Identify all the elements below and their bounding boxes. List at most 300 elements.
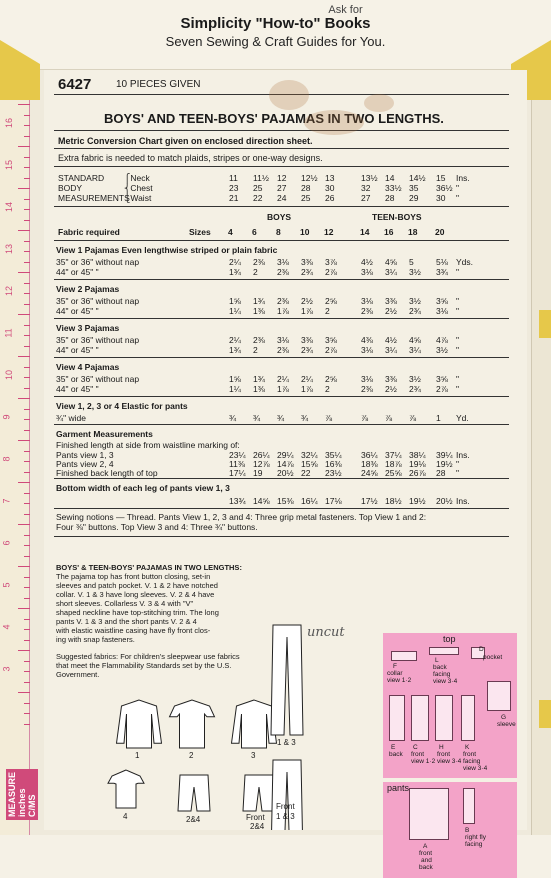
divider xyxy=(54,396,509,397)
ruler-number: 13 xyxy=(4,243,15,255)
yardage-value: 2¼ xyxy=(301,374,313,384)
piece-label: front xyxy=(463,751,477,758)
view-label: 2&4 xyxy=(186,815,201,824)
piece-label: view 3·4 xyxy=(433,678,458,685)
piece-label: view 1·2 xyxy=(411,758,436,765)
yardage-unit: " xyxy=(456,345,460,355)
yardage-value: 3⅝ xyxy=(436,374,448,384)
view-label: 1 xyxy=(135,751,140,760)
description-line: pants V. 1 & 3 and the short pants V. 2 & 4 xyxy=(56,617,197,626)
ruler-tick xyxy=(24,262,30,263)
garment-value: 18⅜ xyxy=(361,459,378,469)
ruler-number: 3 xyxy=(1,666,12,672)
ruler-tick xyxy=(24,136,30,137)
ruler-tick xyxy=(24,545,30,546)
bottom-width-title: Bottom width of each leg of pants view 1, 3 xyxy=(56,483,230,493)
garment-value: 15⅝ xyxy=(301,459,318,469)
ruler-tick xyxy=(24,493,30,494)
ruler-tick xyxy=(24,178,30,179)
measurement-value: 33½ xyxy=(385,183,402,193)
view-row-label: 35" or 36" without nap xyxy=(56,374,140,384)
ruler-tick xyxy=(24,409,30,410)
pieces-given: 10 PIECES GIVEN xyxy=(116,79,201,90)
yardage-value: 2½ xyxy=(385,384,397,394)
piece-label: and xyxy=(421,857,432,864)
yardage-value: 3⅛ xyxy=(277,335,289,345)
view-label: 1 & 3 xyxy=(276,812,295,821)
yardage-value: 2 xyxy=(325,306,330,316)
ruler-number: 10 xyxy=(4,369,15,381)
measurement-value: 14 xyxy=(385,173,395,183)
ruler-number: 5 xyxy=(1,582,12,588)
piece-letter: H xyxy=(439,744,444,751)
fabrics-line: Suggested fabrics: For children's sleepwear use fabrics xyxy=(56,652,240,661)
yardage-unit: " xyxy=(456,374,460,384)
measurement-value: 22 xyxy=(253,193,263,203)
ruler-tick xyxy=(24,535,30,536)
measurement-value: 24 xyxy=(277,193,287,203)
garment-unit: " xyxy=(456,468,460,478)
piece-letter: L xyxy=(435,657,439,664)
yardage-value: 5 xyxy=(409,257,414,267)
piece-label: collar xyxy=(387,670,403,677)
envelope-right-strip xyxy=(531,100,551,835)
measurement-value: 15 xyxy=(436,173,446,183)
ruler-tick xyxy=(24,115,30,116)
measurement-value: 23 xyxy=(229,183,239,193)
yardage-value: 1⅜ xyxy=(253,306,265,316)
yardage-value: 1¾ xyxy=(253,374,265,384)
ruler-tick xyxy=(24,598,30,599)
view-row-label: 44" or 45" " xyxy=(56,267,99,277)
yardage-value: 2 xyxy=(253,267,258,277)
fabrics-line: that meet the Flammability Standards set by the U.S. xyxy=(56,661,232,670)
pajama-top-view-1 xyxy=(117,700,162,748)
ruler-tick xyxy=(24,377,30,378)
garment-row-label: Finished back length of top xyxy=(56,468,158,478)
piece-label: back xyxy=(419,864,433,871)
ruler-number: 12 xyxy=(4,285,15,297)
piece-label: view 3·4 xyxy=(437,758,462,765)
ruler-tick xyxy=(24,367,30,368)
piece-letter: E xyxy=(391,744,396,751)
yardage-value: 3⅝ xyxy=(436,296,448,306)
piece-label: back xyxy=(389,751,403,758)
yardage-value: 2⅜ xyxy=(361,306,373,316)
piece-label: facing xyxy=(465,841,483,848)
yardage-value: 4⅞ xyxy=(436,335,448,345)
garment-value: 28 xyxy=(436,468,446,478)
piece-letter: D xyxy=(479,646,484,653)
ruler-tick xyxy=(24,325,30,326)
garment-value: 23½ xyxy=(325,468,342,478)
garment-value: 22 xyxy=(301,468,311,478)
garment-value: 19⅛ xyxy=(409,459,426,469)
ruler-tick xyxy=(18,398,30,399)
handwritten-note: uncut xyxy=(307,625,345,640)
piece-letter: F xyxy=(393,663,397,670)
measurement-value: 25 xyxy=(253,183,263,193)
piece-letter: K xyxy=(465,744,470,751)
panel-heading-top: top xyxy=(443,634,456,644)
yardage-value: 2⅝ xyxy=(325,296,337,306)
piece-label: view 3·4 xyxy=(463,765,488,772)
piece-label: front xyxy=(437,751,451,758)
elastic-value: 1 xyxy=(436,413,441,423)
tape-measure-ruler xyxy=(0,100,37,835)
ruler-tick xyxy=(24,629,30,630)
yardage-value: 3⅜ xyxy=(385,374,397,384)
extra-fabric-note: Extra fabric is needed to match plaids, stripes or one-way designs. xyxy=(58,153,323,163)
ruler-tick xyxy=(24,157,30,158)
size-header: 8 xyxy=(276,227,281,237)
view-row-label: 35" or 36" without nap xyxy=(56,257,140,267)
yardage-value: 2¾ xyxy=(301,345,313,355)
fabric-required-label: Fabric required xyxy=(58,227,120,237)
garment-title: Garment Measurements xyxy=(56,429,153,439)
measurement-value: 12 xyxy=(277,173,287,183)
ruler-tick xyxy=(24,293,30,294)
yardage-value: 1⅜ xyxy=(253,384,265,394)
piece-letter: B xyxy=(465,827,470,834)
yardage-value: 1⅞ xyxy=(277,384,289,394)
teen-header: TEEN-BOYS xyxy=(372,212,422,222)
yardage-value: 3⅛ xyxy=(277,257,289,267)
view-label: 1 & 3 xyxy=(277,738,296,747)
yardage-value: 3⅞ xyxy=(325,257,337,267)
ruler-tick xyxy=(18,524,30,525)
ruler-tick xyxy=(24,167,30,168)
garment-value: 26⅞ xyxy=(409,468,426,478)
ruler-tick xyxy=(24,577,30,578)
garment-value: 37¼ xyxy=(385,450,402,460)
divider xyxy=(54,279,509,280)
piece-label: sleeve xyxy=(497,721,516,728)
bottom-width-value: 20½ xyxy=(436,496,453,506)
pattern-title: BOYS' AND TEEN-BOYS' PAJAMAS IN TWO LENGTHS. xyxy=(104,111,444,126)
measurement-value: 26 xyxy=(325,193,335,203)
piece-label: back xyxy=(433,664,447,671)
garment-value: 39¼ xyxy=(436,450,453,460)
yardage-unit: " xyxy=(456,267,460,277)
fabrics-line: Government. xyxy=(56,670,100,679)
elastic-value: ⅞ xyxy=(325,413,333,423)
pajama-top-view-4 xyxy=(108,770,144,808)
ruler-tick xyxy=(18,566,30,567)
view-title: View 4 Pajamas xyxy=(56,362,120,372)
view-title: View 1 Pajamas Even lengthwise striped or plain fabric xyxy=(56,245,278,255)
garment-value: 38¼ xyxy=(409,450,426,460)
description-line: BOYS' & TEEN-BOYS' PAJAMAS IN TWO LENGTHS: xyxy=(56,563,242,572)
shorts-view-2-4 xyxy=(178,775,210,811)
bottom-width-value: 15⅜ xyxy=(277,496,294,506)
ruler-tick xyxy=(18,188,30,189)
view-label: Front xyxy=(246,813,265,822)
measurement-unit: " xyxy=(456,193,460,203)
measurement-value: 12½ xyxy=(301,173,318,183)
measurement-value: 28 xyxy=(385,193,395,203)
piece-label: facing xyxy=(433,671,451,678)
view-label: 2&4 xyxy=(250,822,265,831)
bottom-width-value: 19½ xyxy=(409,496,426,506)
yardage-value: 4⅝ xyxy=(409,335,421,345)
yardage-value: 1⅝ xyxy=(229,374,241,384)
measurement-value: 29 xyxy=(409,193,419,203)
elastic-title: View 1, 2, 3 or 4 Elastic for pants xyxy=(56,401,188,411)
elastic-value: ⅞ xyxy=(385,413,393,423)
ruler-tick xyxy=(24,503,30,504)
measurement-value: 13 xyxy=(325,173,335,183)
yardage-value: 2¾ xyxy=(409,306,421,316)
garment-value: 18⅞ xyxy=(385,459,402,469)
yardage-value: 2½ xyxy=(301,296,313,306)
garment-unit: " xyxy=(456,459,460,469)
ruler-label: MEASURE inches C/MS xyxy=(6,769,38,820)
garment-value: 35¼ xyxy=(325,450,342,460)
measurement-value: 13½ xyxy=(361,173,378,183)
yardage-value: 1⅞ xyxy=(277,306,289,316)
elastic-value: ¾ xyxy=(253,413,261,423)
view-label: 4 xyxy=(123,812,128,821)
measurement-value: 36½ xyxy=(436,183,453,193)
ruler-tick xyxy=(24,451,30,452)
ruler-tick xyxy=(24,209,30,210)
ruler-tick xyxy=(24,220,30,221)
ruler-tick xyxy=(18,356,30,357)
measurement-value: 30 xyxy=(436,193,446,203)
ruler-number: 4 xyxy=(1,624,12,630)
yardage-value: 2⅜ xyxy=(277,296,289,306)
ruler-tick xyxy=(24,388,30,389)
measurement-label: MEASUREMENTS xyxy=(58,193,130,203)
ruler-tick xyxy=(24,430,30,431)
yardage-value: 3¼ xyxy=(409,345,421,355)
measurement-label: BODY xyxy=(58,183,83,193)
yardage-value: 2¾ xyxy=(409,384,421,394)
size-header: 20 xyxy=(435,227,445,237)
ruler-tick xyxy=(24,125,30,126)
yardage-value: 2⅞ xyxy=(325,267,337,277)
view-row-label: 35" or 36" without nap xyxy=(56,335,140,345)
measurement-label: STANDARD xyxy=(58,173,105,183)
elastic-value: ⅞ xyxy=(409,413,417,423)
yardage-value: 3½ xyxy=(409,374,421,384)
yardage-value: 2 xyxy=(325,384,330,394)
yellow-tab xyxy=(539,310,551,338)
yardage-value: 3¾ xyxy=(436,267,448,277)
garment-value: 12⅞ xyxy=(253,459,270,469)
description-line: sleeves and patch pocket. V. 1 & 2 have notched xyxy=(56,581,218,590)
yardage-value: 1¾ xyxy=(229,345,241,355)
yardage-value: 1¼ xyxy=(229,306,241,316)
view-row-label: 44" or 45" " xyxy=(56,384,99,394)
flap-books-title: Simplicity "How-to" Books xyxy=(180,15,371,32)
measurement-value: 35 xyxy=(409,183,419,193)
sewing-notions: Sewing notions — Thread. Pants View 1, 2, 3 and 4: Three grip metal fasteners. Top View 1 and 2: xyxy=(56,512,427,522)
ruler-tick xyxy=(18,104,30,105)
shorts-front-view-2-4 xyxy=(243,775,275,811)
elastic-value: ¾ xyxy=(229,413,237,423)
size-header: 12 xyxy=(324,227,334,237)
elastic-unit: Yd. xyxy=(456,413,469,423)
ruler-tick xyxy=(24,724,30,725)
pattern-info-sheet xyxy=(44,70,527,871)
elastic-value: ¾ xyxy=(301,413,309,423)
bottom-width-unit: Ins. xyxy=(456,496,470,506)
yardage-value: 3⅜ xyxy=(385,296,397,306)
yardage-value: 3⅛ xyxy=(361,374,373,384)
garment-value: 16⅜ xyxy=(325,459,342,469)
bottom-width-value: 13¾ xyxy=(229,496,246,506)
ruler-tick xyxy=(24,251,30,252)
yardage-value: 2⅜ xyxy=(253,257,265,267)
garment-value: 20½ xyxy=(277,468,294,478)
measurement-value: 27 xyxy=(361,193,371,203)
yardage-value: 3⅛ xyxy=(361,267,373,277)
description-line: The pajama top has front button closing, set-in xyxy=(56,572,211,581)
description-line: collar. V. 1 & 3 have long sleeves. V. 2 & 4 have xyxy=(56,590,215,599)
divider xyxy=(54,478,509,479)
ruler-tick xyxy=(24,713,30,714)
garment-value: 19 xyxy=(253,468,263,478)
yardage-value: 2⅜ xyxy=(277,345,289,355)
divider xyxy=(54,536,509,537)
yardage-value: 2⅞ xyxy=(436,384,448,394)
ruler-tick xyxy=(24,304,30,305)
ruler-tick xyxy=(24,472,30,473)
elastic-label: ¾" wide xyxy=(56,413,86,423)
garment-value: 11⅜ xyxy=(229,459,245,469)
size-header: 18 xyxy=(408,227,418,237)
measurement-value: 21 xyxy=(229,193,239,203)
description-line: ing with snap fasteners. xyxy=(56,635,135,644)
yellow-tab xyxy=(539,700,551,728)
ruler-number: 7 xyxy=(1,498,12,504)
yardage-value: 1¼ xyxy=(229,384,241,394)
yardage-value: 1⅝ xyxy=(229,296,241,306)
garment-value: 26¼ xyxy=(253,450,270,460)
view-row-label: 44" or 45" " xyxy=(56,345,99,355)
yardage-unit: " xyxy=(456,296,460,306)
ruler-tick xyxy=(18,608,30,609)
yardage-value: 2⅞ xyxy=(325,345,337,355)
garment-unit: Ins. xyxy=(456,450,470,460)
divider xyxy=(54,206,509,207)
ruler-tick xyxy=(18,146,30,147)
yardage-value: 4½ xyxy=(385,335,397,345)
ruler-tick xyxy=(24,661,30,662)
divider xyxy=(54,357,509,358)
yardage-value: 3½ xyxy=(409,296,421,306)
ruler-tick xyxy=(24,682,30,683)
boys-header: BOYS xyxy=(267,212,292,222)
ruler-tick xyxy=(24,556,30,557)
measurement-value: 11½ xyxy=(253,173,269,183)
ruler-tick xyxy=(18,482,30,483)
garment-row-label: Pants view 2, 4 xyxy=(56,459,114,469)
yardage-value: 3⅝ xyxy=(325,335,337,345)
yardage-value: 2¼ xyxy=(229,335,241,345)
yardage-value: 2⅜ xyxy=(253,335,265,345)
divider xyxy=(54,424,509,425)
piece-label: right fly xyxy=(465,834,486,841)
garment-value: 19½ xyxy=(436,459,453,469)
ruler-tick xyxy=(24,199,30,200)
measurement-value: 30 xyxy=(325,183,335,193)
yardage-value: 4½ xyxy=(361,257,373,267)
ruler-tick xyxy=(24,461,30,462)
ruler-tick xyxy=(24,514,30,515)
measurement-value: 14½ xyxy=(409,173,426,183)
yardage-value: 4⅝ xyxy=(385,257,397,267)
view-title: View 2 Pajamas xyxy=(56,284,120,294)
yardage-value: 2 xyxy=(253,345,258,355)
long-pants-view-1-3 xyxy=(271,625,303,735)
measurement-value: 25 xyxy=(301,193,311,203)
garment-row-label: Pants view 1, 3 xyxy=(56,450,114,460)
ruler-tick xyxy=(24,419,30,420)
view-label: Front xyxy=(276,802,295,811)
yardage-unit: " xyxy=(456,335,460,345)
measurement-unit: Ins. xyxy=(456,173,470,183)
flap-guides-text: Seven Sewing & Craft Guides for You. xyxy=(165,34,386,49)
ruler-tick xyxy=(18,314,30,315)
piece-letter: G xyxy=(501,714,507,721)
view-label: 3 xyxy=(251,751,256,760)
flap-ask-text: Ask for xyxy=(328,4,363,16)
piece-label: front xyxy=(419,850,433,857)
panel-heading-pants: pants xyxy=(387,783,410,793)
yardage-value: 1¾ xyxy=(229,267,241,277)
ruler-tick xyxy=(24,640,30,641)
ruler-tick xyxy=(24,283,30,284)
yardage-value: 3¼ xyxy=(385,345,397,355)
measurement-value: 27 xyxy=(277,183,287,193)
ruler-tick xyxy=(18,230,30,231)
yardage-value: 2⅜ xyxy=(361,384,373,394)
ruler-tick xyxy=(18,272,30,273)
garment-value: 24⅝ xyxy=(361,468,378,478)
ruler-number: 8 xyxy=(1,456,12,462)
envelope-flap xyxy=(0,0,551,70)
piece-letter: C xyxy=(413,744,418,751)
garment-value: 23¼ xyxy=(229,450,246,460)
yardage-value: 3¼ xyxy=(385,267,397,277)
yardage-value: 2¾ xyxy=(301,267,313,277)
measurement-name: ⎧Neck xyxy=(124,173,150,183)
ruler-tick xyxy=(18,692,30,693)
divider xyxy=(54,508,509,509)
yardage-value: 3½ xyxy=(409,267,421,277)
piece-label: front xyxy=(411,751,425,758)
pattern-number: 6427 xyxy=(58,76,92,93)
yardage-value: 3⅜ xyxy=(301,335,313,345)
measurement-unit: " xyxy=(456,183,460,193)
yardage-value: 3⅛ xyxy=(361,296,373,306)
elastic-value: ¾ xyxy=(277,413,285,423)
elastic-value: ⅞ xyxy=(361,413,369,423)
garment-subtitle: Finished length at side from waistline marking of: xyxy=(56,440,240,450)
view-row-label: 44" or 45" " xyxy=(56,306,99,316)
ruler-number: 9 xyxy=(1,414,12,420)
divider xyxy=(54,240,509,241)
pajama-top-view-2 xyxy=(170,700,215,748)
ruler-number: 6 xyxy=(1,540,12,546)
ruler-number: 16 xyxy=(4,117,15,129)
ruler-tick xyxy=(18,650,30,651)
garment-value: 29¼ xyxy=(277,450,294,460)
yardage-value: 1¾ xyxy=(253,296,265,306)
